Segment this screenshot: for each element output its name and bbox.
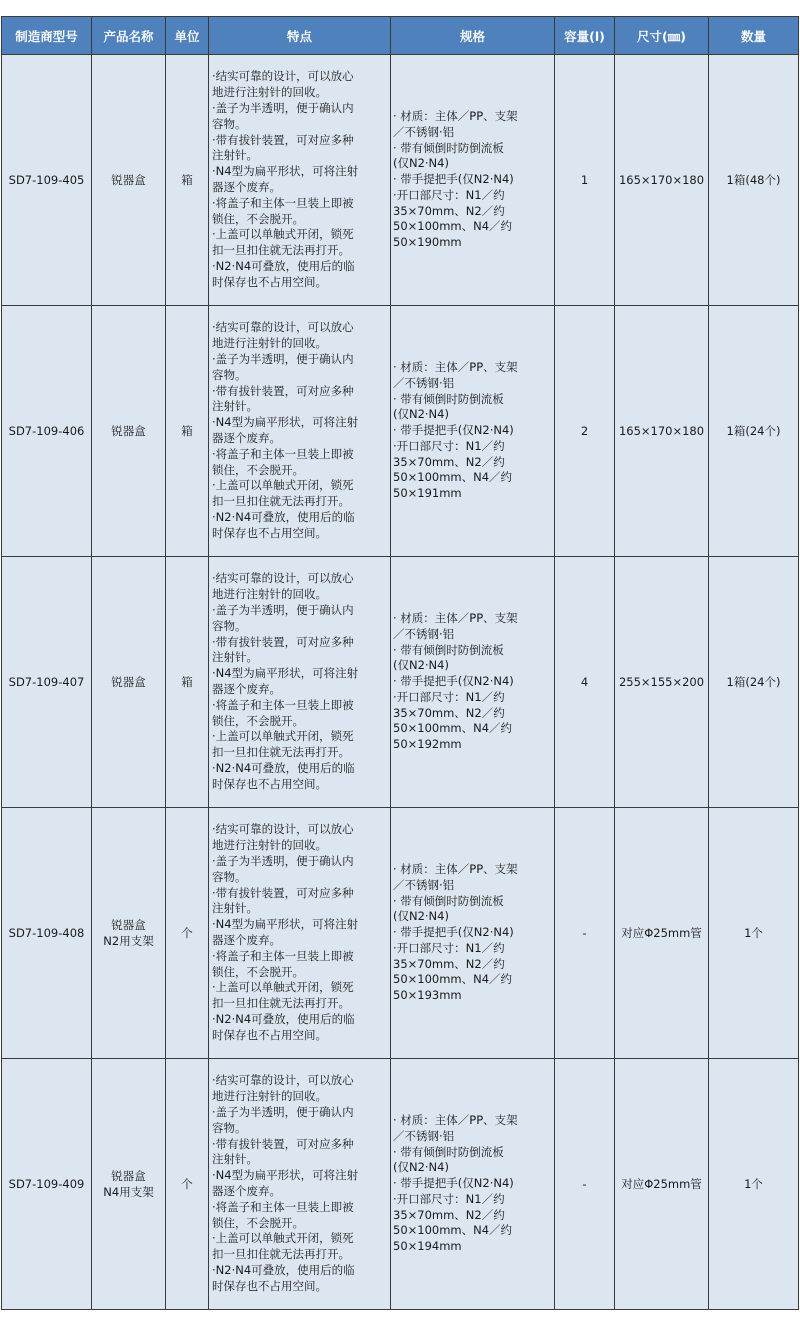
spec-line: · 材质：主体／PP、支架 — [393, 861, 518, 876]
cell-quantity: 1个 — [709, 808, 799, 1059]
header-features: 特点 — [209, 17, 391, 55]
cell-features — [209, 557, 391, 808]
table-row — [2, 808, 799, 1059]
cell-product-name — [92, 808, 166, 1059]
cell-model — [2, 55, 92, 306]
feature-line: ·盖子为半透明，便于确认内 — [212, 101, 354, 116]
cell-model — [2, 557, 92, 808]
spec-line: ·开口部尺寸：N1／约 — [393, 689, 505, 704]
spec-line: 50×100mm、N4／约 — [393, 721, 513, 736]
feature-line: 器逐个废弃。 — [212, 1184, 281, 1198]
feature-line: ·上盖可以单触式开闭，锁死 — [212, 729, 354, 744]
spec-line: 50×190mm — [393, 235, 462, 250]
feature-line: 容物。 — [212, 367, 247, 382]
product-name-line: N4用支架 — [103, 1185, 154, 1199]
model-number: SD7-109-405 — [8, 173, 85, 187]
feature-line: ·N4型为扁平形状，可将注射 — [212, 415, 359, 430]
spec-line: 50×191mm — [393, 486, 462, 501]
cell-size: 165×170×180 — [615, 306, 709, 557]
spec-line: · 带手提把手(仅N2·N4) — [393, 172, 514, 187]
spec-line: ／不锈钢·铝 — [393, 375, 455, 390]
feature-line: ·结实可靠的设计，可以放心 — [212, 1073, 354, 1088]
spec-line: (仅N2·N4) — [393, 407, 449, 422]
feature-line: 地进行注射针的回收。 — [212, 838, 327, 853]
feature-line: 注射针。 — [212, 1152, 258, 1167]
feature-line: ·上盖可以单触式开闭，锁死 — [212, 227, 354, 242]
table-row — [2, 1059, 799, 1310]
feature-line: ·结实可靠的设计，可以放心 — [212, 571, 354, 586]
product-name-line: 锐器盒 — [111, 675, 146, 689]
feature-line: ·盖子为半透明，便于确认内 — [212, 854, 354, 869]
feature-line: 时保存也不占用空间。 — [212, 525, 327, 540]
cell-quantity: 1箱(48个) — [709, 55, 799, 306]
model-number: SD7-109-408 — [8, 926, 85, 940]
spec-line: (仅N2·N4) — [393, 1160, 449, 1175]
cell-features — [209, 1059, 391, 1310]
product-name-line: 锐器盒 — [111, 918, 146, 932]
cell-unit: 箱 — [166, 306, 209, 557]
product-spec-table — [1, 16, 799, 1310]
model-number: SD7-109-406 — [8, 424, 85, 438]
feature-line: 地进行注射针的回收。 — [212, 1089, 327, 1104]
product-name-line: N2用支架 — [103, 934, 154, 948]
feature-line: 器逐个废弃。 — [212, 933, 281, 947]
cell-specs — [391, 306, 555, 557]
table-row — [2, 55, 799, 306]
feature-line: ·带有拔针装置，可对应多种 — [212, 885, 354, 900]
feature-line: 锁住，不会脱开。 — [212, 462, 304, 477]
spec-line: ·开口部尺寸：N1／约 — [393, 438, 505, 453]
cell-size: 255×155×200 — [615, 557, 709, 808]
model-number: SD7-109-407 — [8, 675, 85, 689]
feature-line: ·N2·N4可叠放，使用后的临 — [212, 760, 355, 775]
feature-line: 锁住，不会脱开。 — [212, 211, 304, 226]
feature-line: 时保存也不占用空间。 — [212, 274, 327, 289]
table-body — [2, 55, 799, 1310]
cell-unit: 个 — [166, 808, 209, 1059]
feature-line: ·带有拔针装置，可对应多种 — [212, 634, 354, 649]
table-row — [2, 306, 799, 557]
spec-line: · 带有倾倒时防倒流板 — [393, 893, 504, 908]
header-product-name: 产品名称 — [92, 17, 166, 55]
spec-line: · 带手提把手(仅N2·N4) — [393, 925, 514, 940]
cell-specs — [391, 557, 555, 808]
cell-unit: 个 — [166, 1059, 209, 1310]
feature-line: 容物。 — [212, 116, 247, 131]
header-row — [2, 17, 799, 55]
feature-line: ·将盖子和主体一旦装上即被 — [212, 948, 354, 963]
feature-line: 扣一旦扣住就无法再打开。 — [212, 745, 350, 760]
feature-line: ·将盖子和主体一旦装上即被 — [212, 1199, 354, 1214]
spec-line: 35×70mm、N2／约 — [393, 454, 505, 469]
cell-unit: 箱 — [166, 55, 209, 306]
spec-line: 50×100mm、N4／约 — [393, 470, 513, 485]
product-name-line: 锐器盒 — [111, 424, 146, 438]
feature-line: 器逐个废弃。 — [212, 180, 281, 194]
cell-size: 对应Φ25mm管 — [615, 808, 709, 1059]
header-model: 制造商型号 — [2, 17, 92, 55]
spec-line: · 材质：主体／PP、支架 — [393, 610, 518, 625]
cell-quantity: 1箱(24个) — [709, 557, 799, 808]
product-name-line: 锐器盒 — [111, 1169, 146, 1183]
feature-line: 注射针。 — [212, 901, 258, 916]
cell-product-name — [92, 1059, 166, 1310]
spec-line: 35×70mm、N2／约 — [393, 1207, 505, 1222]
spec-line: ／不锈钢·铝 — [393, 124, 455, 139]
cell-features — [209, 306, 391, 557]
feature-line: 器逐个废弃。 — [212, 431, 281, 445]
header-size: 尺寸(㎜) — [615, 17, 709, 55]
spec-line: (仅N2·N4) — [393, 909, 449, 924]
spec-line: · 带手提把手(仅N2·N4) — [393, 423, 514, 438]
cell-features — [209, 808, 391, 1059]
spec-line: (仅N2·N4) — [393, 658, 449, 673]
feature-line: 地进行注射针的回收。 — [212, 85, 327, 100]
header-quantity: 数量 — [709, 17, 799, 55]
feature-line: 锁住，不会脱开。 — [212, 713, 304, 728]
cell-capacity: - — [555, 1059, 615, 1310]
cell-model — [2, 1059, 92, 1310]
feature-line: 时保存也不占用空间。 — [212, 1027, 327, 1042]
spec-line: ·开口部尺寸：N1／约 — [393, 940, 505, 955]
feature-line: 时保存也不占用空间。 — [212, 776, 327, 791]
header-specs: 规格 — [391, 17, 555, 55]
cell-capacity: 2 — [555, 306, 615, 557]
spec-line: · 材质：主体／PP、支架 — [393, 108, 518, 123]
spec-line: · 材质：主体／PP、支架 — [393, 1112, 518, 1127]
feature-line: ·N2·N4可叠放，使用后的临 — [212, 1262, 355, 1277]
cell-specs — [391, 808, 555, 1059]
model-number: SD7-109-409 — [8, 1177, 85, 1191]
cell-product-name — [92, 306, 166, 557]
feature-line: 注射针。 — [212, 148, 258, 163]
spec-line: · 带有倾倒时防倒流板 — [393, 391, 504, 406]
feature-line: ·上盖可以单触式开闭，锁死 — [212, 478, 354, 493]
feature-line: 器逐个废弃。 — [212, 682, 281, 696]
spec-line: · 材质：主体／PP、支架 — [393, 359, 518, 374]
cell-features — [209, 55, 391, 306]
feature-line: ·带有拔针装置，可对应多种 — [212, 1136, 354, 1151]
feature-line: 容物。 — [212, 618, 247, 633]
spec-line: ／不锈钢·铝 — [393, 877, 455, 892]
product-name-line: 锐器盒 — [111, 173, 146, 187]
feature-line: 容物。 — [212, 1120, 247, 1135]
feature-line: ·N2·N4可叠放，使用后的临 — [212, 1011, 355, 1026]
feature-line: 地进行注射针的回收。 — [212, 587, 327, 602]
cell-product-name — [92, 557, 166, 808]
spec-line: · 带手提把手(仅N2·N4) — [393, 674, 514, 689]
feature-line: ·带有拔针装置，可对应多种 — [212, 383, 354, 398]
feature-line: 地进行注射针的回收。 — [212, 336, 327, 351]
feature-line: 容物。 — [212, 869, 247, 884]
cell-unit: 箱 — [166, 557, 209, 808]
feature-line: ·结实可靠的设计，可以放心 — [212, 320, 354, 335]
feature-line: ·将盖子和主体一旦装上即被 — [212, 697, 354, 712]
feature-line: ·盖子为半透明，便于确认内 — [212, 603, 354, 618]
feature-line: ·N4型为扁平形状，可将注射 — [212, 1168, 359, 1183]
feature-line: ·结实可靠的设计，可以放心 — [212, 822, 354, 837]
spec-line: ／不锈钢·铝 — [393, 626, 455, 641]
feature-line: 扣一旦扣住就无法再打开。 — [212, 243, 350, 258]
feature-line: ·上盖可以单触式开闭，锁死 — [212, 980, 354, 995]
spec-line: 50×100mm、N4／约 — [393, 972, 513, 987]
table-row — [2, 557, 799, 808]
spec-line: 50×100mm、N4／约 — [393, 219, 513, 234]
spec-line: · 带有倾倒时防倒流板 — [393, 140, 504, 155]
feature-line: ·盖子为半透明，便于确认内 — [212, 1105, 354, 1120]
header-unit: 单位 — [166, 17, 209, 55]
feature-line: ·N4型为扁平形状，可将注射 — [212, 666, 359, 681]
spec-line: · 带有倾倒时防倒流板 — [393, 1144, 504, 1159]
cell-size: 165×170×180 — [615, 55, 709, 306]
header-capacity: 容量(l) — [555, 17, 615, 55]
feature-line: ·将盖子和主体一旦装上即被 — [212, 446, 354, 461]
spec-line: ·开口部尺寸：N1／约 — [393, 1191, 505, 1206]
cell-model — [2, 306, 92, 557]
spec-line: · 带有倾倒时防倒流板 — [393, 642, 504, 657]
spec-line: 35×70mm、N2／约 — [393, 203, 505, 218]
cell-product-name — [92, 55, 166, 306]
feature-line: 时保存也不占用空间。 — [212, 1278, 327, 1293]
spec-line: 50×194mm — [393, 1239, 462, 1254]
feature-line: ·N2·N4可叠放，使用后的临 — [212, 509, 355, 524]
feature-line: 注射针。 — [212, 650, 258, 665]
cell-specs — [391, 55, 555, 306]
cell-model — [2, 808, 92, 1059]
feature-line: ·N4型为扁平形状，可将注射 — [212, 917, 359, 932]
spec-line: 50×192mm — [393, 737, 462, 752]
feature-line: 注射针。 — [212, 399, 258, 414]
cell-quantity: 1个 — [709, 1059, 799, 1310]
cell-specs — [391, 1059, 555, 1310]
spec-line: 50×100mm、N4／约 — [393, 1223, 513, 1238]
feature-line: ·N2·N4可叠放，使用后的临 — [212, 258, 355, 273]
feature-line: ·将盖子和主体一旦装上即被 — [212, 195, 354, 210]
feature-line: 锁住，不会脱开。 — [212, 964, 304, 979]
feature-line: 扣一旦扣住就无法再打开。 — [212, 1247, 350, 1262]
feature-line: ·上盖可以单触式开闭，锁死 — [212, 1231, 354, 1246]
feature-line: 扣一旦扣住就无法再打开。 — [212, 996, 350, 1011]
spec-line: ／不锈钢·铝 — [393, 1128, 455, 1143]
feature-line: ·盖子为半透明，便于确认内 — [212, 352, 354, 367]
feature-line: ·N4型为扁平形状，可将注射 — [212, 164, 359, 179]
spec-line: ·开口部尺寸：N1／约 — [393, 187, 505, 202]
spec-line: 50×193mm — [393, 988, 462, 1003]
cell-quantity: 1箱(24个) — [709, 306, 799, 557]
feature-line: ·带有拔针装置，可对应多种 — [212, 132, 354, 147]
cell-capacity: 1 — [555, 55, 615, 306]
spec-line: · 带手提把手(仅N2·N4) — [393, 1176, 514, 1191]
spec-line: 35×70mm、N2／约 — [393, 705, 505, 720]
spec-line: 35×70mm、N2／约 — [393, 956, 505, 971]
cell-capacity: 4 — [555, 557, 615, 808]
feature-line: 扣一旦扣住就无法再打开。 — [212, 494, 350, 509]
feature-line: ·结实可靠的设计，可以放心 — [212, 69, 354, 84]
cell-capacity: - — [555, 808, 615, 1059]
feature-line: 锁住，不会脱开。 — [212, 1215, 304, 1230]
cell-size: 对应Φ25mm管 — [615, 1059, 709, 1310]
spec-line: (仅N2·N4) — [393, 156, 449, 171]
